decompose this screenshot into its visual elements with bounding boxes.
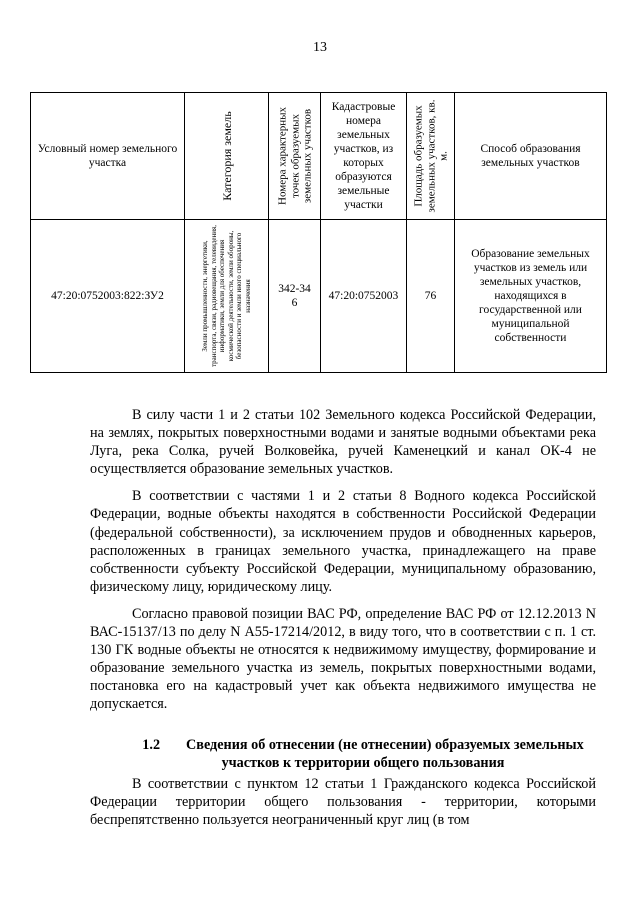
body-text <box>90 406 596 723</box>
cell-conditional-number: 47:20:0752003:822:ЗУ2 <box>31 220 185 373</box>
paragraph-4: В соответствии с пунктом 12 статьи 1 Гражданского кодекса Российской Федерации территории общего пользования - территории, которыми беспрепятственно пользуется неограниченный круг лиц (в том <box>90 776 596 829</box>
header-point-numbers: Номера характерных точек образуемых земельных участков <box>269 93 321 220</box>
section-title: Сведения об отнесении (не отнесении) образуемых земельных участков к территории общего пользования <box>186 737 584 771</box>
table-header-row <box>31 93 607 220</box>
paragraph-3: Согласно правовой позиции ВАС РФ, определение ВАС РФ от 12.12.2013 N ВАС-15137/13 по делу N А55-17214/2012, в виду того, что в соответствии с п. 1 ст. 130 ГК водные объекты не относятся к недвижимому имуществу, формирование и образование земельного участка из земель, покрытых поверхностными водами, постановка его на кадастровый учет как объекта недвижимого имущества не допускается. <box>90 605 596 713</box>
cell-land-category: Земли промышленности, энергетики, транспорта, связи, радиовещания, телевидения, информатики, земли для обеспечения космической деятельности, земли обороны, безопасности и земли иного специального назначения <box>185 220 269 373</box>
section-heading <box>130 736 596 772</box>
page-number: 13 <box>313 40 327 55</box>
table-row <box>31 220 607 373</box>
land-plots-table <box>30 92 607 373</box>
body-text-continued <box>90 775 596 829</box>
cell-formation-method: Образование земельных участков из земель или земельных участков, находящихся в государственной или муниципальной собственности <box>455 220 607 373</box>
paragraph-2: В соответствии с частями 1 и 2 статьи 8 Водного кодекса Российской Федерации, водные объекты находятся в собственности Российской Федерации (федеральной собственности), за исключением прудов и обводненных карьеров, расположенных в границах земельного участка, принадлежащего на праве собственности субъекту Российской Федерации, муниципальному образованию, физическому лицу, юридическому лицу. <box>90 488 596 595</box>
header-land-category: Категория земель <box>185 93 269 220</box>
cell-area: 76 <box>407 220 455 373</box>
section-number: 1.2 <box>142 737 161 753</box>
header-source-cadastral: Кадастровые номера земельных участков, из которых образуются земельные участки <box>321 93 407 220</box>
header-conditional-number: Условный номер земельного участка <box>31 93 185 220</box>
header-area: Площадь образуемых земельных участков, кв. м. <box>407 93 455 220</box>
cell-point-numbers: 342-346 <box>269 220 321 373</box>
header-formation-method: Способ образования земельных участков <box>455 93 607 220</box>
paragraph-1: В силу части 1 и 2 статьи 102 Земельного кодекса Российской Федерации, на землях, покрытых поверхностными водами и занятые водными объектами река Луга, река Солка, ручей Волковейка, ручей Каменецкий и канал ОК-4 не осуществляется образование земельных участков. <box>90 407 596 478</box>
cell-source-cadastral: 47:20:0752003 <box>321 220 407 373</box>
